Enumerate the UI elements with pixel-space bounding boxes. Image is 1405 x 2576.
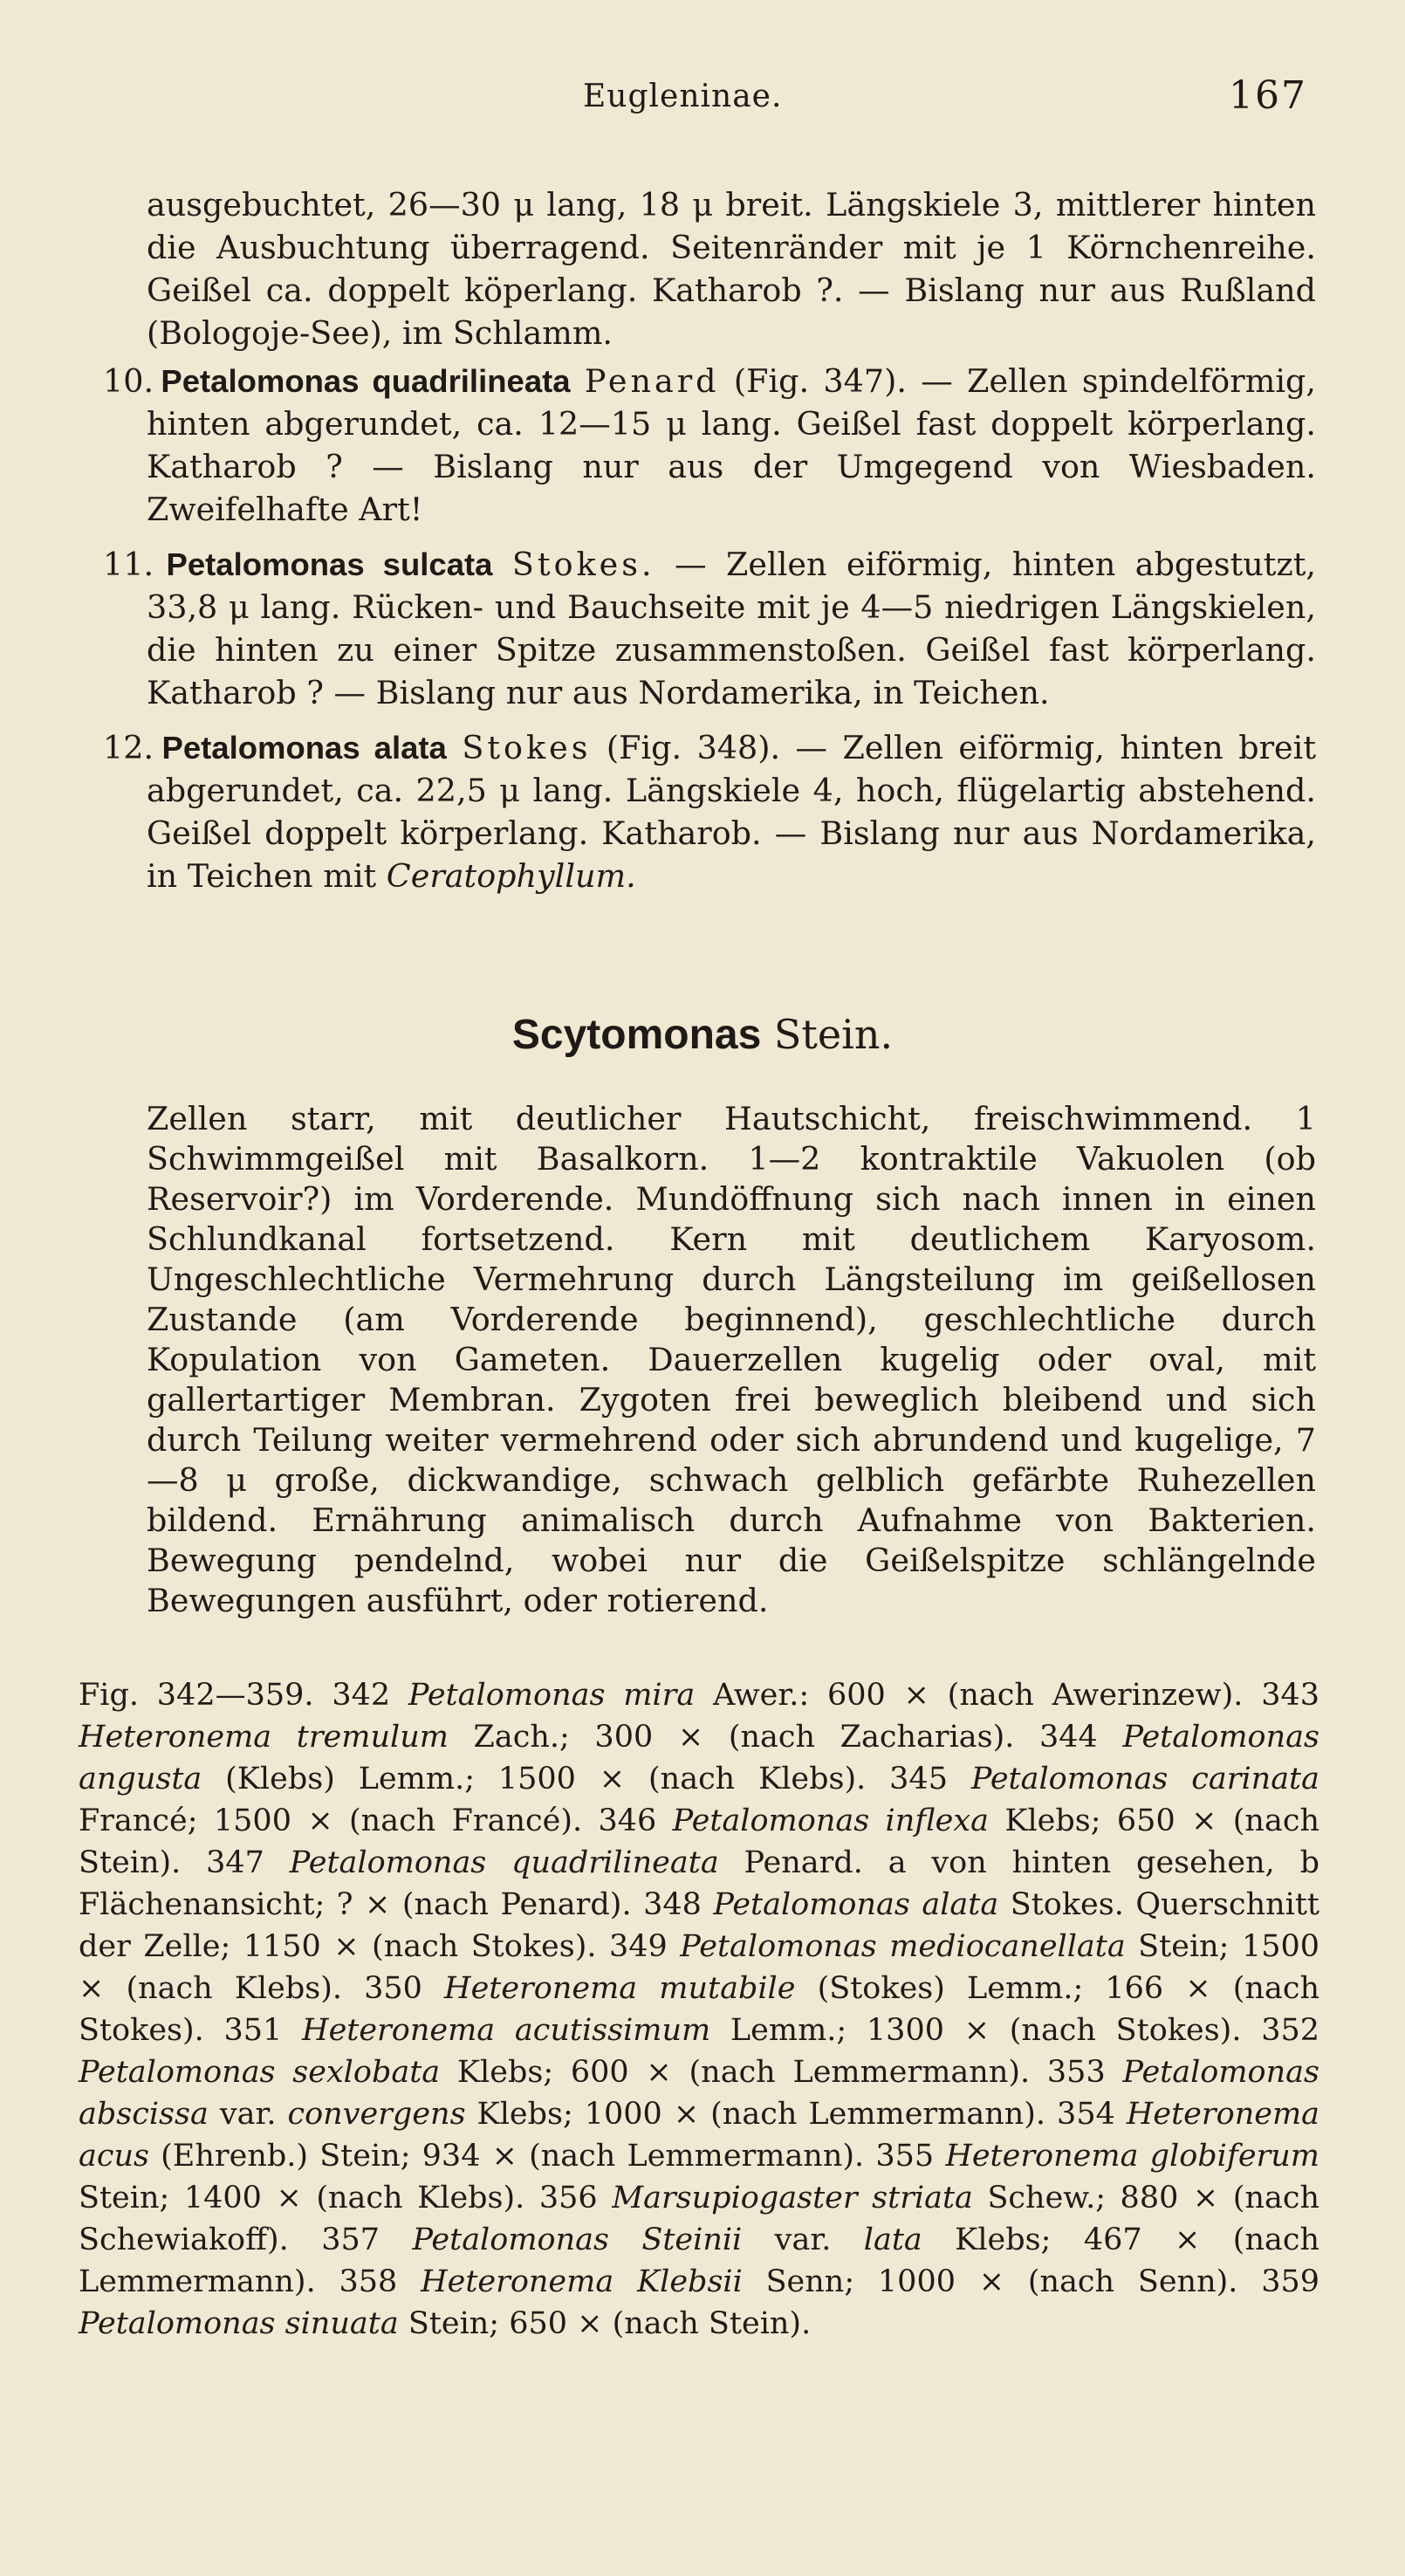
entry-number: 12.: [103, 729, 154, 766]
genus-author: Stein.: [773, 1011, 894, 1058]
caption-text: 345: [866, 1762, 971, 1796]
caption-text: 355: [864, 2139, 946, 2174]
taxon-name: Heteronema Klebsii: [421, 2264, 743, 2299]
caption-text: 350: [341, 1971, 445, 2006]
caption-lead: Fig. 342—359.: [79, 1678, 314, 1713]
taxon-name: Heteronema tremulum: [79, 1720, 449, 1755]
taxon-name: Heteronema mutabile: [444, 1971, 796, 2006]
taxon-name: Petalomonas sexlobata: [79, 2055, 441, 2090]
entry-number: 11.: [103, 546, 154, 583]
species-author: Stokes.: [511, 546, 655, 583]
caption-text: 357: [288, 2222, 413, 2257]
genus-heading: [0, 1011, 1405, 1059]
caption-text: Francé; 1500 × (nach Francé).: [79, 1803, 583, 1838]
taxon-name: Petalomonas inflexa: [672, 1803, 989, 1838]
caption-items: [79, 1678, 1319, 2341]
caption-text: Awer.: 600 × (nach Awerinzew).: [695, 1678, 1244, 1713]
caption-text: var.: [208, 2097, 277, 2132]
caption-text: 354: [1045, 2097, 1127, 2132]
taxon-name: Heteronema acutissimum: [302, 2013, 711, 2048]
taxon-name: Petalomonas alata: [713, 1887, 999, 1922]
taxon-name: Heteronema globiferum: [945, 2139, 1319, 2174]
caption-text: Senn; 1000 × (nach Senn).: [742, 2264, 1238, 2299]
species-text-italic: Ceratophyllum.: [386, 857, 636, 895]
species-text: — Zellen eiförmig, hinten abgestutzt, 33,8 μ lang. Rücken- und Bauchseite mit je 4—5 niedrigen Längskielen, die hinten zu einer Spitze zusammenstoßen. Geißel fast körperlang. Katharob ? — Bislang nur aus Nordamerika, in Teichen.: [147, 546, 1316, 711]
species-text: (Fig. 347). — Zellen spindelförmig, hinten abgerundet, ca. 12—15 μ lang. Geißel fast doppelt körperlang. Katharob ? — Bislang nur aus der Umgegend von Wiesbaden. Zweifelhafte Art!: [147, 362, 1316, 528]
genus-description: Zellen starr, mit deutlicher Hautschicht, freischwimmend. 1 Schwimmgeißel mit Basalkorn. 1—2 kontraktile Vakuolen (ob Reservoir?) im Vorderende. Mundöffnung sich nach innen in einen Schlundkanal fortsetzend. Kern mit deutlichem Karyosom. Ungeschlechtliche Vermehrung durch Längsteilung im geißellosen Zustande (am Vorderende beginnend), geschlechtliche durch Kopulation von Gameten. Dauerzellen kugelig oder oval, mit gallertartiger Membran. Zygoten frei beweglich bleibend und sich durch Teilung weiter vermehrend oder sich abrundend und kugelige, 7—8 μ große, dickwandige, schwach gelblich gefärbte Ruhezellen bildend. Ernährung animalisch durch Aufnahme von Bakterien. Bewegung pendelnd, wobei nur die Geißelspitze schlängelnde Bewegungen ausführt, oder rotierend.: [147, 1099, 1316, 1619]
species-entry-11: [103, 543, 1316, 714]
caption-text: Penard. a von hinten gesehen, b Flächenansicht; ? × (nach Penard).: [79, 1845, 1319, 1922]
caption-text: 358: [315, 2264, 422, 2299]
caption-text: Klebs; 650 × (nach Stein).: [79, 1803, 1319, 1880]
caption-item-342: [332, 1678, 1243, 1713]
species-list: [103, 183, 1316, 897]
species-text: (Fig. 348). — Zellen eiförmig, hinten breit abgerundet, ca. 22,5 μ lang. Längskiele 4, hoch, flügelartig abstehend. Geißel doppelt körperlang. Katharob. — Bislang nur aus Nordamerika, in Teichen mit: [147, 729, 1316, 895]
taxon-name: Petalomonas sinuata: [79, 2306, 399, 2341]
entry-number: 10.: [103, 362, 154, 400]
taxon-name: Petalomonas mediocanellata: [680, 1929, 1126, 1964]
taxon-name: Petalomonas quadrilineata: [289, 1845, 719, 1880]
taxon-name: lata: [831, 2222, 922, 2257]
caption-text: Zach.; 300 × (nach Zacharias).: [448, 1720, 1015, 1755]
species-author: Penard: [584, 362, 720, 400]
caption-text: 346: [582, 1803, 673, 1838]
taxon-name: Petalomonas mira: [408, 1678, 696, 1713]
figure-caption: [79, 1674, 1319, 2345]
caption-text: 351: [203, 2013, 303, 2048]
caption-text: 342: [332, 1678, 408, 1713]
continuation-paragraph: ausgebuchtet, 26—30 μ lang, 18 μ breit. Längskiele 3, mittlerer hinten die Ausbuchtung überragend. Seitenränder mit je 1 Körnchenreihe. Geißel ca. doppelt köperlang. Katharob ?. — Bislang nur aus Rußland (Bologoje-See), im Schlamm.: [147, 186, 1316, 352]
taxon-name: convergens: [276, 2097, 466, 2132]
caption-text: 356: [524, 2181, 613, 2215]
caption-text: Klebs; 600 × (nach Lemmermann).: [440, 2055, 1031, 2090]
genus-name: Scytomonas: [511, 1012, 762, 1058]
caption-text: 344: [1014, 1720, 1123, 1755]
caption-item-351: [204, 2013, 1242, 2048]
species-name: Petalomonas quadrilineata: [161, 363, 571, 399]
caption-text: (Klebs) Lemm.; 1500 × (nach Klebs).: [202, 1762, 867, 1796]
caption-text: 348: [631, 1887, 714, 1922]
caption-text: var.: [742, 2222, 832, 2257]
page-number: 167: [1229, 73, 1307, 118]
taxon-name: Petalomonas angusta: [79, 1720, 1319, 1796]
caption-text: 343: [1243, 1678, 1319, 1713]
caption-text: Stein; 1500 × (nach Klebs).: [79, 1929, 1320, 2006]
caption-text: Klebs; 1000 × (nach Lemmermann).: [465, 2097, 1046, 2132]
species-name: Petalomonas sulcata: [166, 546, 493, 582]
species-entry-10: [103, 360, 1316, 531]
species-author: Stokes: [462, 729, 592, 766]
taxon-name: Petalomonas Steinii: [412, 2222, 743, 2257]
caption-text: Lemm.; 1300 × (nach Stokes).: [710, 2013, 1242, 2048]
species-entry-12: [103, 726, 1316, 897]
caption-text: Stein; 1400 × (nach Klebs).: [79, 2181, 525, 2215]
caption-text: Klebs; 467 × (nach Lemmermann).: [79, 2222, 1319, 2299]
caption-text: Stein; 650 × (nach Stein).: [398, 2306, 812, 2341]
caption-text: 347: [181, 1845, 290, 1880]
caption-text: Schew.; 880 × (nach Schewiakoff).: [79, 2181, 1319, 2257]
taxon-name: Marsupiogaster striata: [612, 2181, 973, 2215]
species-name: Petalomonas alata: [161, 730, 447, 766]
taxon-name: Petalomonas abscissa: [79, 2055, 1319, 2132]
caption-text: 359: [1237, 2264, 1320, 2299]
caption-text: 349: [596, 1929, 681, 1964]
caption-item-358: [316, 2264, 1238, 2299]
caption-text: (Stokes) Lemm.; 166 × (nach Stokes).: [79, 1971, 1319, 2048]
taxon-name: Heteronema acus: [79, 2097, 1320, 2174]
taxon-name: Petalomonas carinata: [970, 1762, 1319, 1796]
running-head: [0, 73, 1405, 131]
caption-text: 352: [1241, 2013, 1319, 2048]
running-title: Eugleninae.: [583, 79, 783, 114]
caption-text: (Ehrenb.) Stein; 934 × (nach Lemmermann).: [148, 2139, 865, 2174]
caption-text: Stokes. Querschnitt der Zelle; 1150 × (nach Stokes).: [79, 1887, 1319, 1964]
caption-text: 353: [1030, 2055, 1123, 2090]
